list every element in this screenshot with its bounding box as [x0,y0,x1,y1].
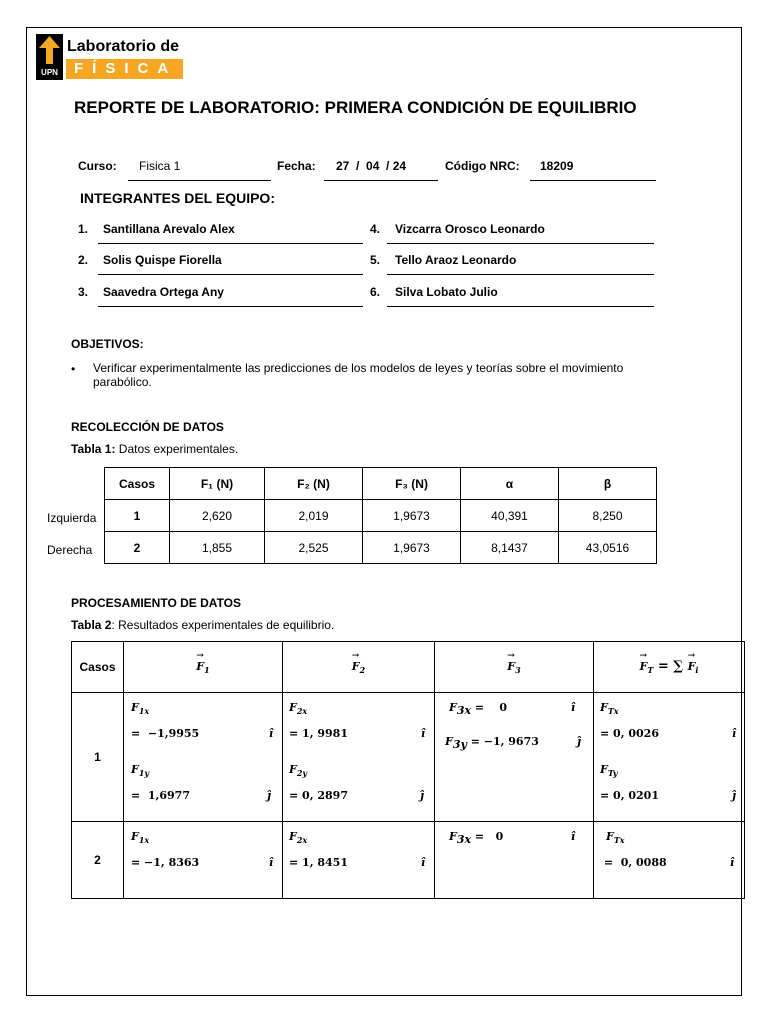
unit-j: ĵ [420,789,424,802]
case2-f3-cell [435,822,594,899]
case1-f2-cell [283,693,435,822]
table-cell: 8,250 [559,500,657,532]
unit-i: î [571,830,576,843]
f1-symbol: F [196,659,205,673]
fi-sub: i [695,665,699,676]
tabla1 [104,467,657,564]
table-header: F₁ (N) [170,468,265,500]
table-header-row [72,642,745,693]
f3-sub: 3 [515,665,521,676]
case1-f1-cell [124,693,283,822]
ftx-value: = 0, 0026 [600,727,659,740]
table-header: β [559,468,657,500]
member-num: 6. [370,285,381,299]
table-cell: 2,019 [265,500,363,532]
member-num: 5. [370,253,381,267]
table-cell: 2,620 [170,500,265,532]
nrc-value: 18209 [540,159,574,173]
table-header-f2 [283,642,435,693]
tabla2-caption [71,618,334,632]
unit-j: ĵ [732,789,736,802]
tabla2 [71,641,745,899]
member-name: Solis Quispe Fiorella [103,253,222,267]
case-number: 2 [72,822,124,899]
f1x-value: = −1, 8363 [131,856,200,869]
f2x-label: $F_{2x}$ [289,701,308,717]
table-cell: 2,525 [265,532,363,564]
table-cell: 1,855 [170,532,265,564]
table-header-ft [594,642,745,693]
fty-label: $F_{Ty}$ [600,763,618,779]
team-heading: INTEGRANTES DEL EQUIPO: [80,190,275,206]
table-cell: 43,0516 [559,532,657,564]
f1x-label: $F_{1x}$ [131,701,150,717]
unit-i: î [730,856,735,869]
page-title: REPORTE DE LABORATORIO: PRIMERA CONDICIÓN DE EQUILIBRIO [74,98,637,117]
bullet: • [71,362,76,376]
unit-i: î [421,727,426,740]
table-header-row [105,468,657,500]
curso-label: Curso: [78,159,117,173]
f3x-row: $F_{3x} = 0$ [449,830,504,847]
curso-underline [128,180,271,181]
nrc-label: Código NRC: [445,159,520,173]
f1y-value: = 1,6977 [131,789,190,802]
ft-symbol: F [639,659,648,673]
tabla2-caption-label: Tabla 2 [71,618,112,632]
ftx-label: $F_{Tx}$ [600,701,619,717]
f1x-value: = −1,9955 [131,727,200,740]
table-cell: 2 [105,532,170,564]
ftx-value: = 0, 0088 [600,856,667,869]
member-num: 3. [78,285,89,299]
f2-symbol: F [351,659,360,673]
tabla1-caption-label: Tabla 1: [71,442,116,456]
f1x-label: $F_{1x}$ [131,830,150,846]
logo-title-line2: FÍSICA [66,59,183,79]
unit-i: î [269,727,274,740]
table-cell: 1 [105,500,170,532]
f1-sub: 1 [204,665,210,676]
objetivo-text: Verificar experimentalmente las predicciones de los modelos de leyes y teorías sobre el movimiento parabólico. [93,361,624,389]
member-name: Saavedra Ortega Any [103,285,224,299]
f1y-label: $F_{1y}$ [131,763,150,779]
unit-i: î [421,856,426,869]
procesamiento-heading: PROCESAMIENTO DE DATOS [71,596,242,610]
table-row [72,822,745,899]
case2-f1-cell [124,822,283,899]
member-underline [98,243,363,244]
member-underline [98,274,363,275]
table-row [105,532,657,564]
table-header: F₃ (N) [363,468,461,500]
table-header: Casos [105,468,170,500]
fecha-underline [324,180,438,181]
table-header: α [461,468,559,500]
logo-title-line1: Laboratorio de [67,38,180,55]
ft-sub: T [647,665,654,676]
member-underline [387,243,654,244]
vector-ft: → $F_T$ = ∑ → $F_i$ [639,650,699,676]
case-number: 1 [72,693,124,822]
objetivos-heading: OBJETIVOS: [71,337,144,351]
table-header-f1 [124,642,283,693]
table-row [72,693,745,822]
f2x-value: = 1, 9981 [289,727,348,740]
member-underline [387,306,654,307]
tabla1-caption-text: Datos experimentales. [115,442,239,456]
vector-f3: → $F_3$ [507,650,521,676]
nrc-underline [530,180,656,181]
f2-sub: 2 [359,665,366,676]
table-cell: 1,9673 [363,500,461,532]
tabla2-caption-text: : Resultados experimentales de equilibrio. [111,618,335,632]
member-underline [387,274,654,275]
table-header: F₂ (N) [265,468,363,500]
member-num: 1. [78,222,89,236]
fty-value: = 0, 0201 [600,789,659,802]
recoleccion-heading: RECOLECCIÓN DE DATOS [71,420,224,434]
member-name: Santillana Arevalo Alex [103,222,235,236]
f2x-label: $F_{2x}$ [289,830,308,846]
case1-ft-cell [594,693,745,822]
member-num: 4. [370,222,381,236]
table-header: Casos [72,642,124,693]
unit-i: î [269,856,274,869]
logo-upn-text: UPN [41,68,58,77]
case1-f3-cell [435,693,594,822]
sum-symbol: = ∑ [653,658,688,674]
case2-f2-cell [283,822,435,899]
ftx-label: $F_{Tx}$ [606,830,625,846]
row-side-label: Derecha [47,543,93,557]
member-name: Silva Lobato Julio [395,285,498,299]
vector-f1: → $F_1$ [196,650,210,676]
member-name: Vizcarra Orosco Leonardo [395,222,545,236]
f2y-value: = 0, 2897 [289,789,348,802]
f2x-value: = 1, 8451 [289,856,348,869]
fecha-label: Fecha: [277,159,316,173]
f3x-row: $F_{3x}$ = 0 [449,701,508,718]
fi-symbol: F [687,659,696,673]
unit-i: î [732,727,737,740]
vector-f2: → $F_2$ [351,650,366,676]
f2y-label: $F_{2y}$ [289,763,308,779]
f3y-row: $F_{3y} = -1$, 9673 [445,735,539,752]
f3-symbol: F [507,659,516,673]
curso-value: Fisica 1 [139,159,181,173]
unit-j: ĵ [577,735,581,748]
table-cell: 8,1437 [461,532,559,564]
member-num: 2. [78,253,89,267]
table-cell: 40,391 [461,500,559,532]
table-header-f3 [435,642,594,693]
member-underline [98,306,363,307]
fecha-value: 27 / 04 / 24 [336,159,407,173]
table-cell: 1,9673 [363,532,461,564]
unit-i: î [571,701,576,714]
unit-j: ĵ [267,789,271,802]
case2-ft-cell [594,822,745,899]
member-name: Tello Araoz Leonardo [395,253,517,267]
row-side-label: Izquierda [47,511,97,525]
table-row [105,500,657,532]
tabla1-caption [71,442,238,456]
